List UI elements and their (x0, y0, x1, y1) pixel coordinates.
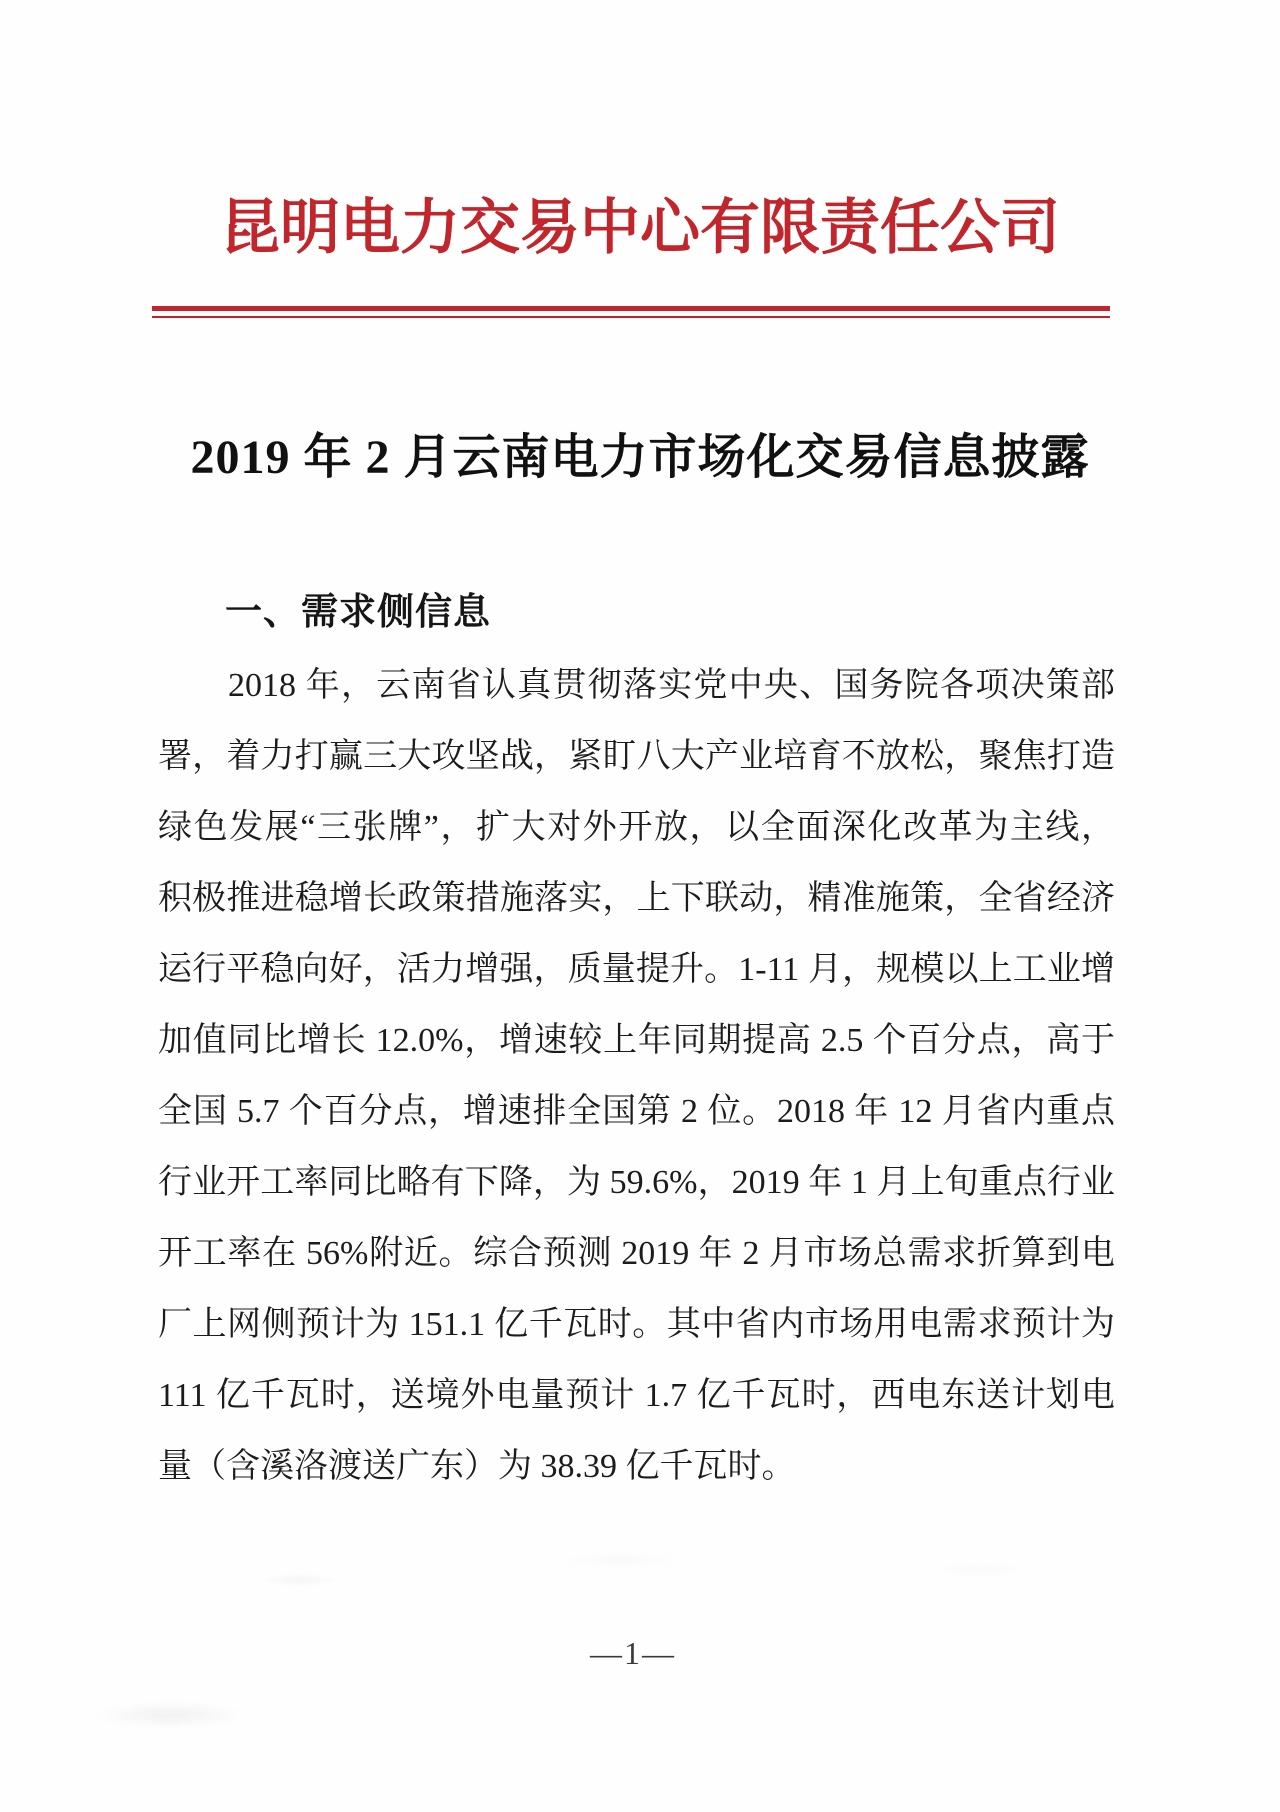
paragraph-line: 量（含溪洛渡送广东）为 38.39 亿千瓦时。 (158, 1448, 796, 1485)
letterhead-organization-name: 昆明电力交易中心有限责任公司 (220, 195, 1060, 261)
page-number: —1— (590, 1635, 676, 1671)
section-heading-demand-side: 一、需求侧信息 (225, 591, 491, 632)
paragraph-line: 2018 年，云南省认真贯彻落实党中央、国务院各项决策部 (228, 667, 1115, 704)
paragraph-line: 加值同比增长 12.0%，增速较上年同期提高 2.5 个百分点，高于 (158, 1022, 1115, 1059)
paragraph-line: 厂上网侧预计为 151.1 亿千瓦时。其中省内市场用电需求预计为 (158, 1306, 1115, 1343)
scan-noise-band (0, 1540, 1280, 1630)
paragraph-line: 全国 5.7 个百分点，增速排全国第 2 位。2018 年 12 月省内重点 (158, 1093, 1115, 1130)
paragraph-line: 绿色发展“三张牌”，扩大对外开放，以全面深化改革为主线， (158, 809, 1115, 846)
paragraph-line: 运行平稳向好，活力增强，质量提升。1-11 月，规模以上工业增 (158, 951, 1115, 988)
scan-smudge-bottom-left (60, 1690, 280, 1740)
paragraph-line: 积极推进稳增长政策措施落实，上下联动，精准施策，全省经济 (158, 880, 1115, 917)
paragraph-line: 开工率在 56%附近。综合预测 2019 年 2 月市场总需求折算到电 (158, 1235, 1115, 1272)
paragraph-line: 署，着力打赢三大攻坚战，紧盯八大产业培育不放松，聚焦打造 (158, 738, 1115, 775)
letterhead-rule-thin (152, 316, 1110, 318)
document-title: 2019 年 2 月云南电力市场化交易信息披露 (190, 431, 1090, 484)
paragraph-line: 行业开工率同比略有下降，为 59.6%，2019 年 1 月上旬重点行业 (158, 1164, 1115, 1201)
paragraph-line: 111 亿千瓦时，送境外电量预计 1.7 亿千瓦时，西电东送计划电 (158, 1377, 1115, 1414)
body-paragraph (158, 650, 1115, 1502)
letterhead-rule-thick (152, 306, 1110, 311)
